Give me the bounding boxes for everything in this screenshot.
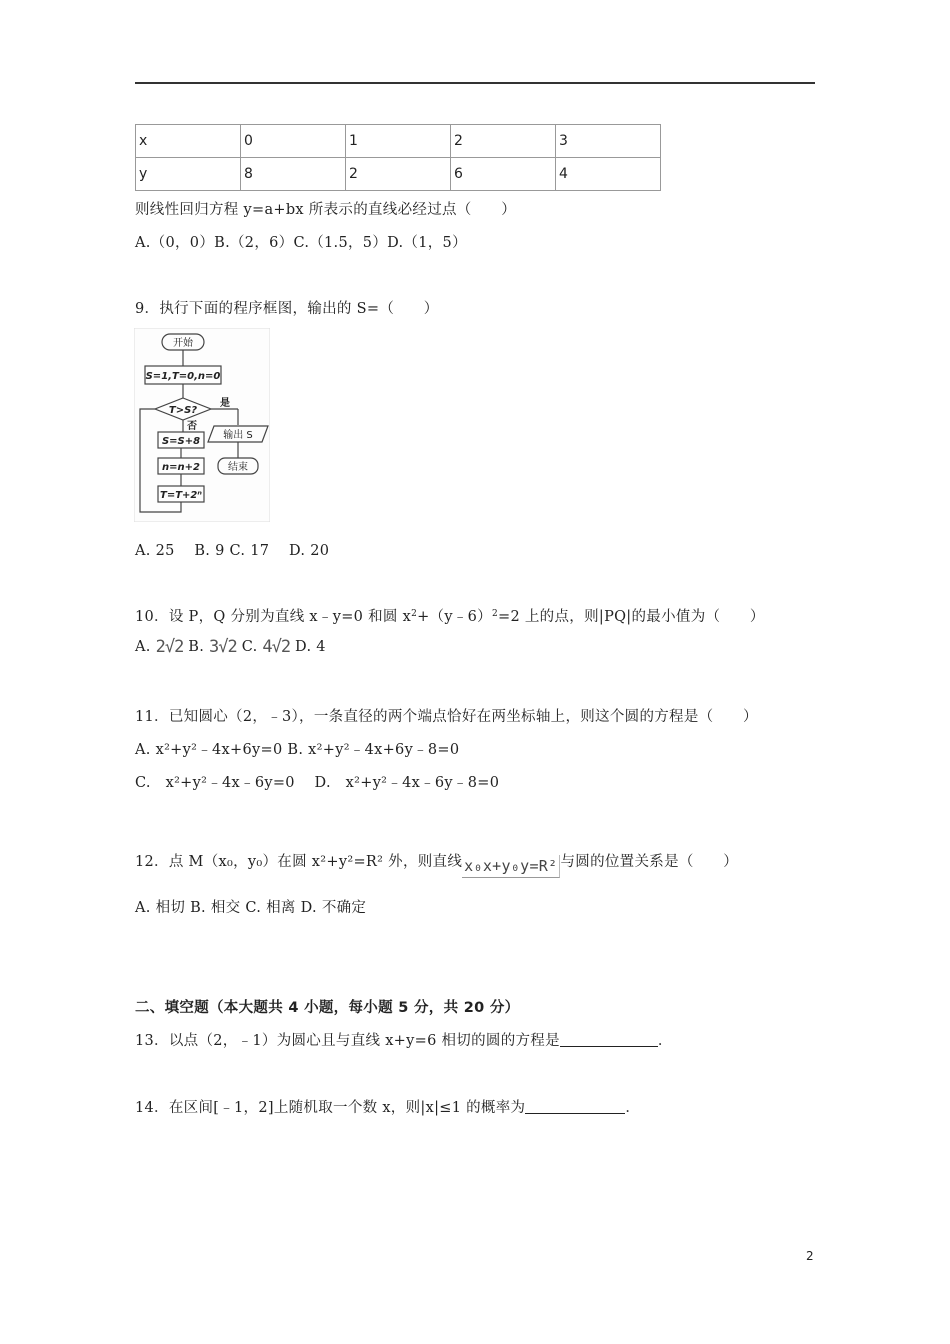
flow-no-label: 否	[187, 421, 197, 432]
q11-stem: 11．已知圆心（2，﹣3），一条直径的两个端点恰好在两坐标轴上，则这个圆的方程是（ ）	[135, 709, 758, 725]
table-cell: 6	[451, 158, 556, 191]
q13-stem	[135, 1029, 673, 1050]
q8-stem: 则线性回归方程 y=a+bx 所表示的直线必经过点（ ）	[135, 202, 517, 218]
q14-stem	[135, 1096, 640, 1117]
table-cell: 3	[556, 125, 661, 158]
q11-options-ab: A. x²+y²﹣4x+6y=0 B. x²+y²﹣4x+6y﹣8=0	[135, 742, 460, 758]
table-cell: 2	[346, 158, 451, 191]
q10-option-c-label: C.	[241, 639, 258, 655]
q12-stem-part: 12．点 M（x₀，y₀）在圆 x²+y²=R² 外，则直线	[135, 854, 463, 870]
section-title: 二、填空题（本大题共 4 小题，每小题 5 分，共 20 分）	[135, 1000, 520, 1016]
q13-tail: ．	[657, 1033, 673, 1049]
q10-option-c-value: 4√2	[262, 637, 291, 657]
page-number: 2	[806, 1249, 814, 1263]
table-cell: 2	[451, 125, 556, 158]
q11-options-cd: C. x²+y²﹣4x﹣6y=0 D. x²+y²﹣4x﹣6y﹣8=0	[135, 775, 500, 791]
q10-stem-part: +（y﹣6）	[417, 609, 492, 625]
table-cell: y	[136, 158, 241, 191]
flow-step2-label: n=n+2	[162, 462, 200, 473]
program-flowchart	[134, 328, 270, 522]
q9-stem: 9．执行下面的程序框图，输出的 S=（ ）	[135, 301, 439, 317]
flow-step1-label: S=S+8	[161, 436, 201, 447]
flow-end-label: 结束	[228, 462, 248, 473]
q10-stem-part: 10．设 P，Q 分别为直线 x﹣y=0 和圆 x	[135, 609, 412, 625]
q14-text: 14．在区间[﹣1，2]上随机取一个数 x，则|x|≤1 的概率为	[135, 1100, 526, 1116]
table-cell: 0	[241, 125, 346, 158]
table-cell: x	[136, 125, 241, 158]
flow-output-label: 输出 S	[223, 430, 253, 441]
q10-option-a-value: 2√2	[155, 637, 184, 657]
q10-option-b-label: B.	[188, 639, 205, 655]
header-rule	[135, 82, 815, 84]
q10-stem: 10．设 P，Q 分别为直线 x﹣y=0 和圆 $x^2+(y﹣6)^2=2$ 上的点，则|PQ|的最小值为（ ）	[135, 609, 765, 625]
flow-step3-label: T=T+2ⁿ	[160, 490, 202, 501]
q8-options: A.（0，0）B.（2，6）C.（1.5，5）D.（1，5）	[135, 235, 467, 251]
flow-start-label: 开始	[173, 338, 193, 349]
q10-option-a-label: A.	[135, 639, 151, 655]
q12-stem	[135, 850, 738, 878]
table-row	[136, 125, 661, 158]
q14-tail: ．	[625, 1100, 641, 1116]
q12-options: A. 相切 B. 相交 C. 相离 D. 不确定	[135, 900, 367, 916]
q10-options	[135, 637, 326, 657]
q12-equation: x₀x+y₀y=R²	[462, 855, 560, 878]
table-cell: 1	[346, 125, 451, 158]
table-cell: 8	[241, 158, 346, 191]
q12-stem-part: 与圆的位置关系是（ ）	[560, 854, 739, 870]
data-table	[135, 124, 661, 191]
flow-yes-label: 是	[220, 398, 230, 409]
q14-answer-blank[interactable]	[525, 1099, 625, 1114]
q10-stem-part: =2 上的点，则|PQ|的最小值为（ ）	[498, 609, 765, 625]
flow-condition-label: T>S?	[168, 405, 198, 416]
flow-init-label: S=1,T=0,n=0	[145, 371, 221, 382]
q10-option-b-value: 3√2	[209, 637, 237, 657]
q9-options: A. 25 B. 9 C. 17 D. 20	[135, 543, 330, 559]
q13-text: 13．以点（2，﹣1）为圆心且与直线 x+y=6 相切的圆的方程是	[135, 1033, 560, 1049]
q13-answer-blank[interactable]	[560, 1032, 658, 1047]
table-cell: 4	[556, 158, 661, 191]
table-row	[136, 158, 661, 191]
q10-option-d: D. 4	[295, 639, 326, 655]
